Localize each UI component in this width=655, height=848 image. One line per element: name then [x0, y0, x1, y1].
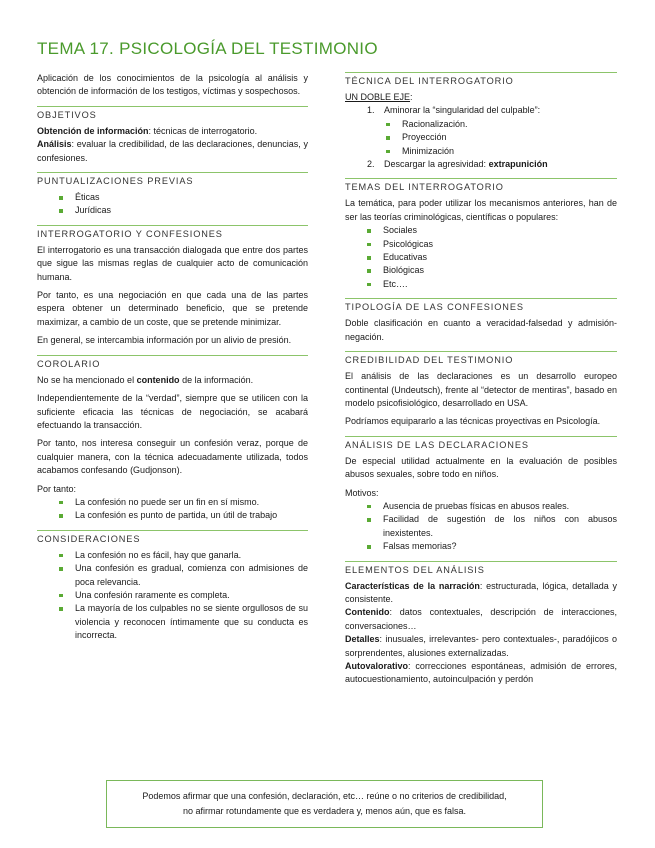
objetivo-term: Obtención de información: [37, 125, 149, 136]
elemento-item: [345, 633, 617, 660]
list-text: Aminorar la “singularidad del culpable”:: [384, 105, 541, 116]
elemento-item: [345, 580, 617, 607]
section-interrogatorio: [37, 225, 308, 348]
elemento-item: [345, 606, 617, 633]
section-heading: ELEMENTOS DEL ANÁLISIS: [345, 564, 485, 575]
list-item: Etc….: [345, 278, 617, 291]
section-tecnica: [345, 72, 617, 171]
paragraph: Podríamos equipararlo a las técnicas proyectivas en Psicología.: [345, 416, 601, 427]
paragraph: El interrogatorio es una transacción dialogada que entre dos partes que sigue las mismas reglas de cualquier acto de comunicación humana.: [37, 244, 308, 282]
list-item: Una confesión es gradual, comienza con admisiones de poca relevancia.: [37, 562, 308, 589]
paragraph: En general, se intercambia información por un alivio de presión.: [37, 335, 292, 346]
elemento-text: : inusuales, irrelevantes- pero contextuales-, paradójicos o sorprendentes, alusiones externalizadas.: [345, 634, 617, 658]
list-item: Falsas memorias?: [345, 540, 617, 553]
paragraph: Doble clasificación en cuanto a veracidad-falsedad y admisión-negación.: [345, 318, 617, 342]
underlined-label: UN DOBLE EJE: [345, 92, 411, 102]
bullet-list: [345, 500, 617, 554]
section-heading: ANÁLISIS DE LAS DECLARACIONES: [345, 439, 529, 450]
conclusion-line: Podemos afirmar que una confesión, declaración, etc… reúne o no criterios de credibilidad,: [142, 791, 507, 801]
section-heading: PUNTUALIZACIONES PREVIAS: [37, 176, 194, 187]
text-fragment: :: [410, 92, 413, 102]
conclusion-text: [142, 789, 506, 819]
elemento-text: : datos contextuales, descripción de interacciones, conversaciones…: [345, 607, 617, 631]
paragraph: La temática, para poder utilizar los mecanismos anteriores, han de ser las teorías criminológicas, científicas o populares:: [345, 198, 617, 222]
objetivo-item: [37, 138, 308, 165]
objetivo-text: : evaluar la credibilidad, de las declaraciones, denuncias, y confesiones.: [37, 139, 308, 163]
section-heading: TÉCNICA DEL INTERROGATORIO: [345, 76, 514, 86]
section-credibilidad: [345, 351, 617, 429]
objetivo-term: Análisis: [37, 139, 72, 150]
list-item: Biológicas: [345, 264, 617, 277]
section-analisis: [345, 436, 617, 554]
list-item: La confesión no es fácil, hay que ganarla.: [37, 549, 308, 562]
left-column: [37, 72, 308, 643]
list-item: [345, 158, 617, 171]
text-fragment: de la información.: [179, 374, 254, 385]
numbered-list: [345, 104, 617, 117]
page-title: TEMA 17. PSICOLOGÍA DEL TESTIMONIO: [37, 39, 378, 58]
section-tipologia: [345, 298, 617, 344]
list-item: Jurídicas: [37, 204, 308, 217]
elemento-term: Detalles: [345, 634, 380, 645]
paragraph: Motivos:: [345, 487, 379, 498]
paragraph: Independientemente de la “verdad”, siempre que se utilicen con la suficiente eficacia las técnicas de negociación, se acabará efectuando la transacción.: [37, 393, 308, 430]
section-elementos: [345, 561, 617, 687]
section-heading: CONSIDERACIONES: [37, 533, 141, 544]
list-item: Proyección: [345, 131, 617, 144]
list-number: 2.: [367, 159, 375, 170]
list-item: Minimización: [345, 145, 617, 158]
objetivo-item: [37, 125, 308, 138]
elemento-term: Contenido: [345, 607, 390, 618]
sub-bullet-list: [345, 118, 617, 158]
elemento-text: : estructurada, lógica, detallada y consistente.: [345, 580, 617, 604]
section-objetivos: [37, 106, 308, 165]
list-item: Sociales: [345, 224, 617, 237]
section-corolario: [37, 355, 308, 523]
list-item: Facilidad de sugestión de los niños con abusos inexistentes.: [345, 513, 617, 540]
bold-term: contenido: [136, 374, 180, 385]
bullet-list: [37, 496, 308, 523]
list-item: La confesión es punto de partida, un útil de trabajo: [37, 509, 308, 522]
section-temas: [345, 178, 617, 291]
right-column: [345, 72, 617, 687]
section-heading: OBJETIVOS: [37, 109, 97, 120]
list-item: Psicológicas: [345, 238, 617, 251]
list-item: [345, 104, 617, 117]
list-number: 1.: [367, 105, 375, 116]
list-item: La confesión no puede ser un fin en sí mismo.: [37, 496, 308, 509]
paragraph: El análisis de las declaraciones es un desarrollo europeo continental (Undeutsch), frente al “detector de mentiras”, basado en modelo psicofisiológico, desarrollado en USA.: [345, 371, 617, 408]
section-heading: TEMAS DEL INTERROGATORIO: [345, 182, 504, 193]
elemento-item: [345, 660, 617, 687]
paragraph: [37, 374, 308, 387]
section-puntualizaciones: [37, 172, 308, 218]
list-item: Ausencia de pruebas físicas en abusos reales.: [345, 500, 617, 513]
section-consideraciones: [37, 530, 308, 643]
list-item: La mayoría de los culpables no se siente orgullosos de su violencia y reconocen íntimamente que su conducta es incorrecta.: [37, 602, 308, 642]
elemento-term: Autovalorativo: [345, 661, 409, 671]
elemento-term: Características de la narración: [345, 580, 480, 591]
conclusion-line: no afirmar rotundamente que es verdadera y, menos aún, que es falsa.: [182, 806, 466, 816]
section-heading: COROLARIO: [37, 358, 101, 369]
section-heading: TIPOLOGÍA DE LAS CONFESIONES: [345, 302, 524, 313]
paragraph: Por tanto, nos interesa conseguir un confesión veraz, porque de cualquier manera, con la técnica adecuadamente utilizada, todos acabamos confesando (Gudjonson).: [37, 438, 308, 476]
paragraph: [345, 91, 617, 104]
objetivo-text: : técnicas de interrogatorio.: [148, 125, 258, 136]
section-heading: INTERROGATORIO Y CONFESIONES: [37, 228, 223, 239]
conclusion-box: [106, 780, 543, 828]
elemento-text: : correcciones espontáneas, admisión de errores, autocuestionamiento, autoinculpación y perdón: [345, 661, 617, 685]
bullet-list: [345, 224, 617, 291]
paragraph: Por tanto:: [37, 483, 77, 494]
list-item: Racionalización.: [345, 118, 617, 131]
list-item: Éticas: [37, 191, 308, 204]
list-item: Educativas: [345, 251, 617, 264]
text-fragment: No se ha mencionado el: [37, 374, 137, 385]
bullet-list: [37, 191, 308, 218]
intro-paragraph: Aplicación de los conocimientos de la psicología al análisis y obtención de información de los testigos, víctimas y sospechosos.: [37, 73, 308, 97]
list-text: Descargar la agresividad:: [384, 159, 489, 170]
list-item: Una confesión raramente es completa.: [37, 589, 308, 602]
bold-term: extrapunición: [488, 159, 548, 170]
paragraph: Por tanto, es una negociación en que cada una de las partes espera obtener un determinado beneficio, que se pretende maximizar, a cambio de un coste, que se pretende minimizar.: [37, 290, 308, 327]
section-heading: CREDIBILIDAD DEL TESTIMONIO: [345, 355, 514, 366]
bullet-list: [37, 549, 308, 643]
paragraph: De especial utilidad actualmente en la evaluación de posibles abusos sexuales, sobre todo en niños.: [345, 455, 617, 480]
numbered-list: [345, 158, 617, 171]
